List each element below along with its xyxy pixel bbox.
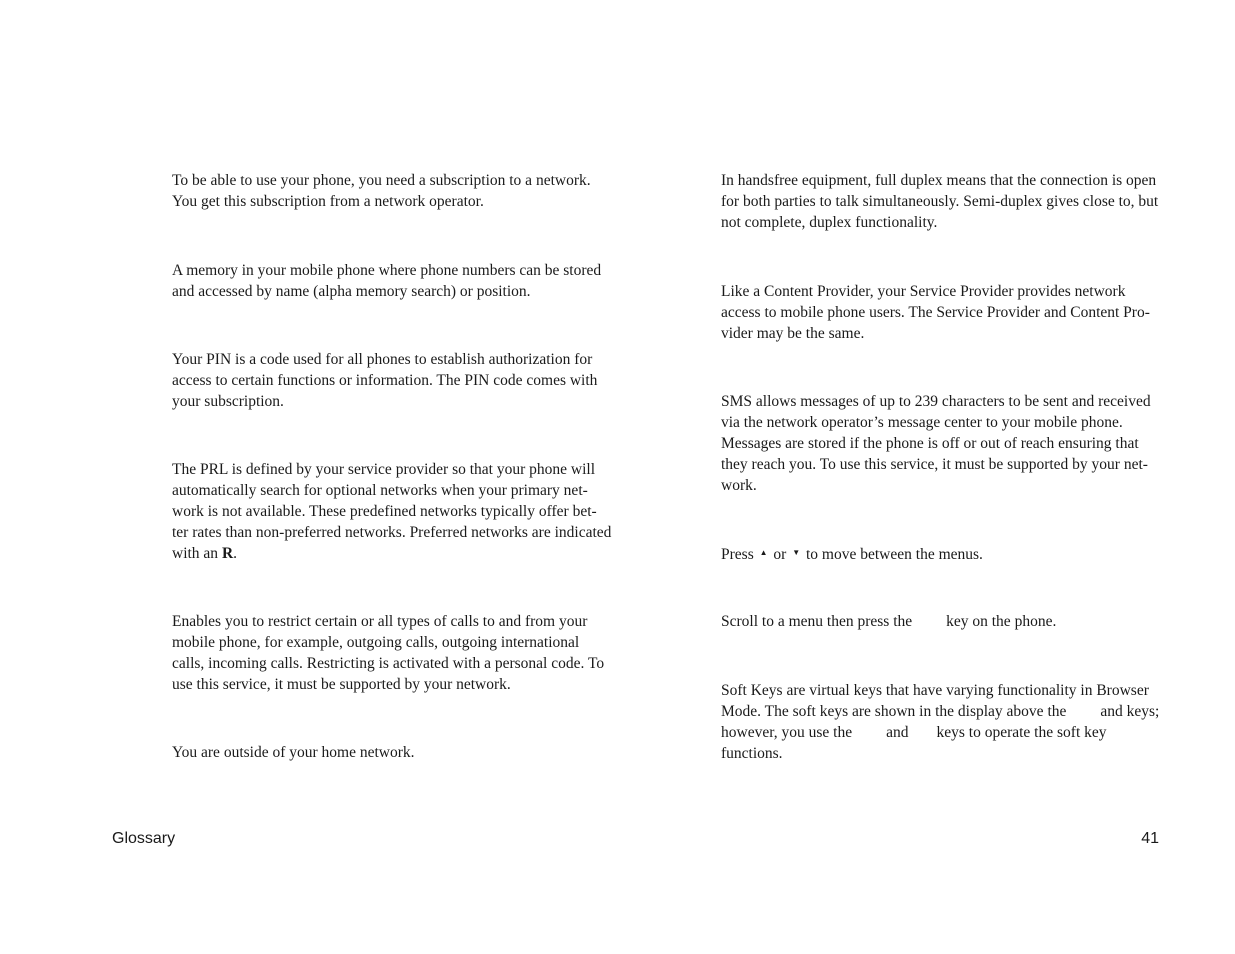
preferred-network-symbol: R	[221, 545, 234, 562]
softkeys-end-text: keys to operate the soft key functions.	[721, 724, 1107, 762]
soft-keys-definition	[721, 680, 1161, 764]
service-provider-definition: Like a Content Provider, your Service Provider provides network access to mobile phone users. The Service Provider and Content Pro-vider may be the same.	[721, 283, 1150, 342]
pin-definition: Your PIN is a code used for all phones to establish authorization for access to certain functions or information. The PIN code comes with your subscription.	[172, 351, 598, 410]
restrict-calls-definition: Enables you to restrict certain or all types of calls to and from your mobile phone, for example, outgoing calls, outgoing international calls, incoming calls. Restricting is activated with a personal code. To use this service, it must be supported by your network.	[172, 613, 605, 693]
softkeys-start-text: Soft Keys are virtual keys that have varying functionality in Browser Mode. The soft keys are shown in the display above the	[721, 682, 1149, 720]
softkeys-and1-text: and	[1100, 703, 1123, 720]
page-number: 41	[1141, 830, 1159, 847]
scroll-end-text: to move between the menus.	[806, 546, 983, 563]
up-arrow-icon: ▲	[759, 548, 768, 557]
roaming-definition: You are outside of your home network.	[172, 744, 415, 761]
select-start-text: Scroll to a menu then press the	[721, 613, 913, 630]
prl-end: .	[233, 545, 238, 562]
softkeys-mid-text: keys; however, you use the	[721, 703, 1160, 741]
select-end-text: key on the phone.	[946, 613, 1057, 630]
duplex-definition: In handsfree equipment, full duplex means that the connection is open for both parties to talk simultaneously. Semi-duplex gives close to, but not complete, duplex functionality.	[721, 172, 1159, 231]
phone-book-definition: A memory in your mobile phone where phone numbers can be stored and accessed by name (alpha memory search) or position.	[172, 262, 602, 300]
down-arrow-icon: ▼	[792, 548, 801, 557]
scroll-press-text: Press	[721, 546, 754, 563]
select-definition	[721, 611, 1161, 632]
sms-definition: SMS allows messages of up to 239 characters to be sent and received via the network operator’s message center to your mobile phone. Messages are stored if the phone is off or out of reach ensuring that they reach you. To use this service, it must be supported by your net-work.	[721, 393, 1151, 494]
softkeys-and2-text: and	[886, 724, 909, 741]
prl-text: The PRL is defined by your service provider so that your phone will automatically search for optional networks when your primary net-work is not available. These predefined networks typically offer bet-ter rates than non-preferred networks. Preferred networks are indicated with an	[172, 461, 612, 562]
scroll-or-text: or	[773, 546, 787, 563]
subscription-definition: To be able to use your phone, you need a subscription to a network. You get this subscription from a network operator.	[172, 172, 591, 210]
prl-definition	[172, 459, 612, 564]
scroll-definition	[721, 542, 1161, 565]
footer-section-title: Glossary	[112, 830, 176, 847]
